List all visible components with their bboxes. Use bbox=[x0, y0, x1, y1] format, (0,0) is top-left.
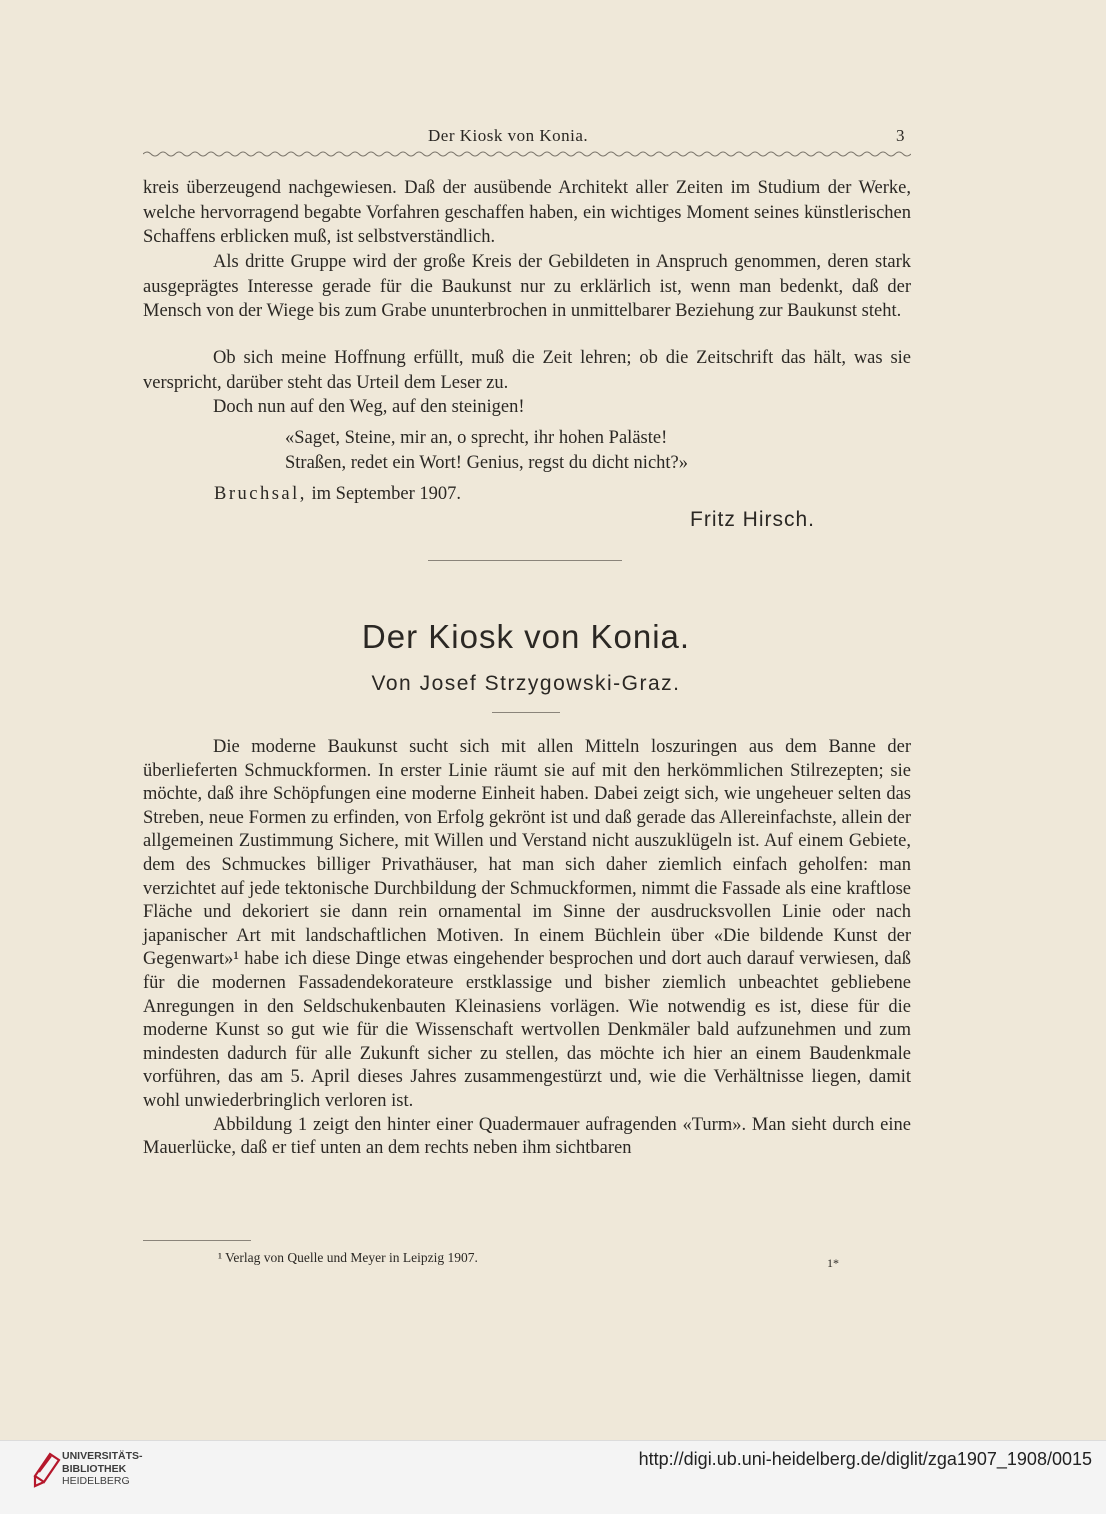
permalink-url[interactable]: http://digi.ub.uni-heidelberg.de/diglit/zga1907_1908/0015 bbox=[638, 1449, 1092, 1469]
library-logo-icon bbox=[32, 1446, 62, 1490]
running-title: Der Kiosk von Konia. bbox=[428, 126, 589, 145]
section-divider bbox=[428, 560, 622, 561]
library-name-line: UNIVERSITÄTS- bbox=[62, 1450, 143, 1462]
article-paragraph: Die moderne Baukunst sucht sich mit allen Mitteln loszuringen aus dem Banne der überlieferten Schmuckformen. In erster Linie räumt sie auf mit den herkömmlichen Stilrezepten; sie möchte, daß ihre Schöpfungen eine moderne Einheit haben. Dabei zeigt sich, wie ungeheuer selten das Streben, neue Formen zu erfinden, von Erfolg gekrönt ist und daß gerade das Allereinfachste, allein der allgemeinen Zustimmung Sichere, mit Willen und Verstand nicht auszuklügeln ist. Auf einem Gebiete, dem des Schmuckes billiger Privathäuser, hat man sich daher ziemlich einfach geholfen: man verzichtet auf jede tektonische Durchbildung der Schmuckformen, nimmt die Fassade als eine kraftlose Fläche und dekoriert sie dann rein ornamental im Sinne der ausdrucksvollen Linie oder nach japanischer Art mit landschaftlichen Motiven. In einem Büchlein über «Die bildende Kunst der Gegenwart»¹ habe ich diese Dinge etwas eingehender besprochen und dort auch darauf verwiesen, daß für die modernen Fassadendekorateure erstklassige und bisher ziemlich unbeachtet gebliebene Anregungen in den Seldschukenbauten Kleinasiens vorlägen. Wie notwendig es ist, diese für die moderne Kunst so gut wie für die Wissenschaft wertvollen Denkmäler bald aufzunehmen und zum mindesten dadurch für alle Zukunft sicher zu stellen, das möchte ich hier an einem Baudenkmale vorführen, das am 5. April dieses Jahres zusammengestürzt und, wie die Verhältnisse liegen, damit wohl unwiederbringlich verloren ist. bbox=[143, 737, 911, 1111]
article-body bbox=[143, 736, 911, 1161]
date: im September 1907. bbox=[311, 484, 462, 504]
library-name bbox=[62, 1450, 143, 1488]
page-number: 3 bbox=[896, 126, 905, 145]
intro-paragraph: Als dritte Gruppe wird der große Kreis der Gebildeten in Anspruch genommen, deren stark ausgeprägtes Interesse gerade für die Baukunst nur zu erklärlich ist, wenn man bedenkt, daß der Mensch von der Wiege bis zum Grabe ununterbrochen in unmittelbarer Beziehung zur Baukunst steht. bbox=[143, 252, 911, 321]
quote-line: Straßen, redet ein Wort! Genius, regst du dicht nicht?» bbox=[285, 453, 689, 473]
quote-line: «Saget, Steine, mir an, o sprecht, ihr hohen Paläste! bbox=[285, 428, 668, 448]
article-title: Der Kiosk von Konia. bbox=[361, 618, 691, 655]
footnote: ¹ Verlag von Quelle und Meyer in Leipzig 1907. bbox=[218, 1250, 478, 1265]
library-name-line: HEIDELBERG bbox=[62, 1475, 130, 1487]
intro-paragraph: Ob sich meine Hoffnung erfüllt, muß die Zeit lehren; ob die Zeitschrift das hält, was sie verspricht, darüber steht das Urteil dem Leser zu. bbox=[143, 348, 911, 393]
place-and-date bbox=[214, 484, 461, 505]
library-footer bbox=[0, 1440, 1106, 1514]
library-name-line: BIBLIOTHEK bbox=[62, 1462, 127, 1475]
sheet-signature: 1* bbox=[827, 1256, 839, 1270]
place: Bruchsal, bbox=[214, 484, 307, 504]
intro-paragraph: Doch nun auf den Weg, auf den steinigen! bbox=[213, 397, 525, 417]
title-divider bbox=[492, 712, 560, 713]
intro-paragraph: kreis überzeugend nachgewiesen. Daß der ausübende Architekt aller Zeiten im Studium der Werke, welche hervorragend begabte Vorfahren geschaffen haben, ein wichtiges Moment seines künstlerischen Schaffens erblicken muß, ist selbstverständlich. bbox=[143, 178, 911, 247]
article-paragraph: Abbildung 1 zeigt den hinter einer Quadermauer aufragenden «Turm». Man sieht durch eine Mauerlücke, daß er tief unten an dem rechts neben ihm sichtbaren bbox=[143, 1114, 911, 1159]
article-author: Von Josef Strzygowski-Graz. bbox=[371, 672, 681, 695]
header-wavy-rule bbox=[143, 150, 911, 158]
author-signature: Fritz Hirsch. bbox=[690, 508, 815, 531]
footnote-divider bbox=[143, 1240, 251, 1241]
